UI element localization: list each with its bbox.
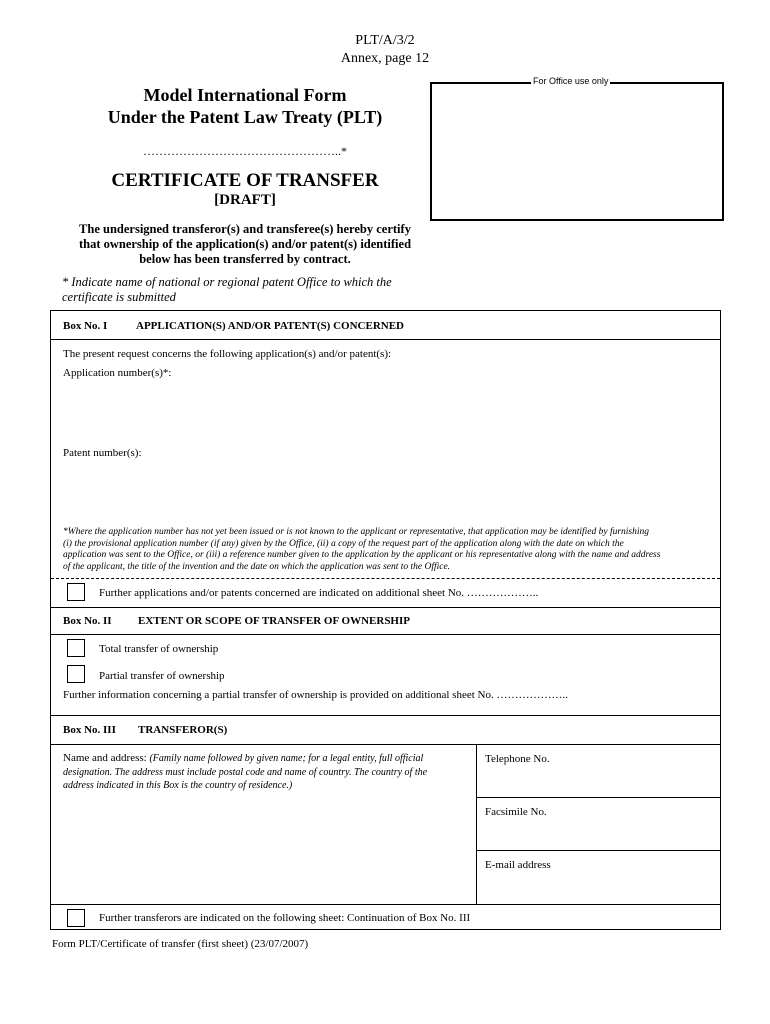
statement-line3: below has been transferred by contract. (139, 252, 351, 266)
form-footer: Form PLT/Certificate of transfer (first sheet) (23/07/2007) (52, 938, 309, 950)
footnote-line2: (i) the provisional application number (if any) given by the Office, (ii) a copy of the request part of the application along with the date on which the (63, 538, 624, 549)
footnote-line3: application was sent to the Office, or (iii) a reference number given to the application by the applicant or his representative along with the name and address (63, 550, 661, 560)
divider (51, 607, 720, 608)
annex-page: Annex, page 12 (340, 51, 430, 66)
box2-heading: EXTENT OR SCOPE OF TRANSFER OF OWNERSHIP (138, 615, 410, 627)
further-transferors-text: Further transferors are indicated on the following sheet: Continuation of Box No. III (99, 912, 471, 924)
name-address-label: Name and address: (63, 752, 147, 764)
divider (51, 904, 720, 905)
office-use-box (430, 82, 724, 221)
office-use-label: For Office use only (533, 76, 609, 86)
note-line1: * Indicate name of national or regional patent Office to which the (62, 275, 392, 289)
office-name-placeholder[interactable]: …………………………………………..* (143, 144, 347, 158)
total-transfer-checkbox[interactable] (67, 639, 85, 657)
further-applications-text: Further applications and/or patents concerned are indicated on additional sheet No. ……………….. (99, 587, 539, 599)
box3-heading: TRANSFEROR(S) (138, 724, 228, 736)
telephone-label: Telephone No. (485, 753, 550, 765)
box1-heading: APPLICATION(S) AND/OR PATENT(S) CONCERNED (136, 320, 404, 332)
facsimile-label: Facsimile No. (485, 806, 547, 818)
box1-request-text: The present request concerns the following application(s) and/or patent(s): (63, 348, 392, 360)
page-reference (320, 32, 450, 68)
footnote-line1: *Where the application number has not yet been issued or is not known to the applicant or representative, that application may be identified by furnishing (63, 527, 650, 537)
divider (476, 744, 477, 904)
statement-line2: that ownership of the application(s) and/or patent(s) identified (78, 237, 412, 251)
certification-statement (50, 222, 440, 267)
name-address-hint-1: (Family name followed by given name; for a legal entity, full official (149, 753, 424, 764)
partial-transfer-label: Partial transfer of ownership (99, 670, 225, 682)
box3-number: Box No. III (63, 724, 116, 736)
divider (51, 744, 720, 745)
further-applications-checkbox[interactable] (67, 583, 85, 601)
transferor-name-address-field[interactable] (63, 801, 463, 896)
application-number-field[interactable] (63, 383, 703, 443)
note-line2: certificate is submitted (62, 290, 176, 304)
draft-label: [DRAFT] (214, 192, 276, 208)
divider (476, 850, 720, 851)
name-address-hint-2: designation. The address must include postal code and name of country. The country of the (63, 766, 428, 778)
application-number-label: Application number(s)*: (63, 367, 172, 379)
form-title-line2: Under the Patent Law Treaty (PLT) (107, 107, 383, 127)
statement-line1: The undersigned transferor(s) and transferee(s) hereby certify (79, 222, 411, 236)
partial-transfer-checkbox[interactable] (67, 665, 85, 683)
box1-number: Box No. I (63, 320, 108, 332)
divider (51, 634, 720, 635)
certificate-title: CERTIFICATE OF TRANSFER (111, 170, 379, 191)
telephone-field[interactable] (485, 769, 715, 791)
form-title-line1: Model International Form (143, 85, 347, 105)
email-label: E-mail address (485, 859, 551, 871)
transferor-name-address-label (63, 752, 463, 793)
name-address-hint-3: address indicated in this Box is the country of residence.) (63, 780, 293, 791)
partial-transfer-further-info: Further information concerning a partial transfer of ownership is provided on additional sheet No. ……………….. (63, 689, 568, 701)
office-indication-note (62, 275, 442, 305)
patent-number-field[interactable] (63, 463, 703, 523)
document-code: PLT/A/3/2 (355, 33, 415, 48)
divider (51, 339, 720, 340)
further-transferors-checkbox[interactable] (67, 909, 85, 927)
patent-number-label: Patent number(s): (63, 447, 142, 459)
email-field[interactable] (485, 875, 715, 897)
divider (51, 578, 720, 579)
divider (476, 797, 720, 798)
footnote-line4: of the applicant, the title of the invention and the date on which the application was sent to the Office. (63, 561, 451, 572)
form-body (50, 310, 721, 930)
form-title (80, 84, 410, 128)
facsimile-field[interactable] (485, 822, 715, 844)
divider (51, 715, 720, 716)
total-transfer-label: Total transfer of ownership (99, 643, 219, 655)
box2-number: Box No. II (63, 615, 112, 627)
application-number-footnote (63, 527, 723, 573)
